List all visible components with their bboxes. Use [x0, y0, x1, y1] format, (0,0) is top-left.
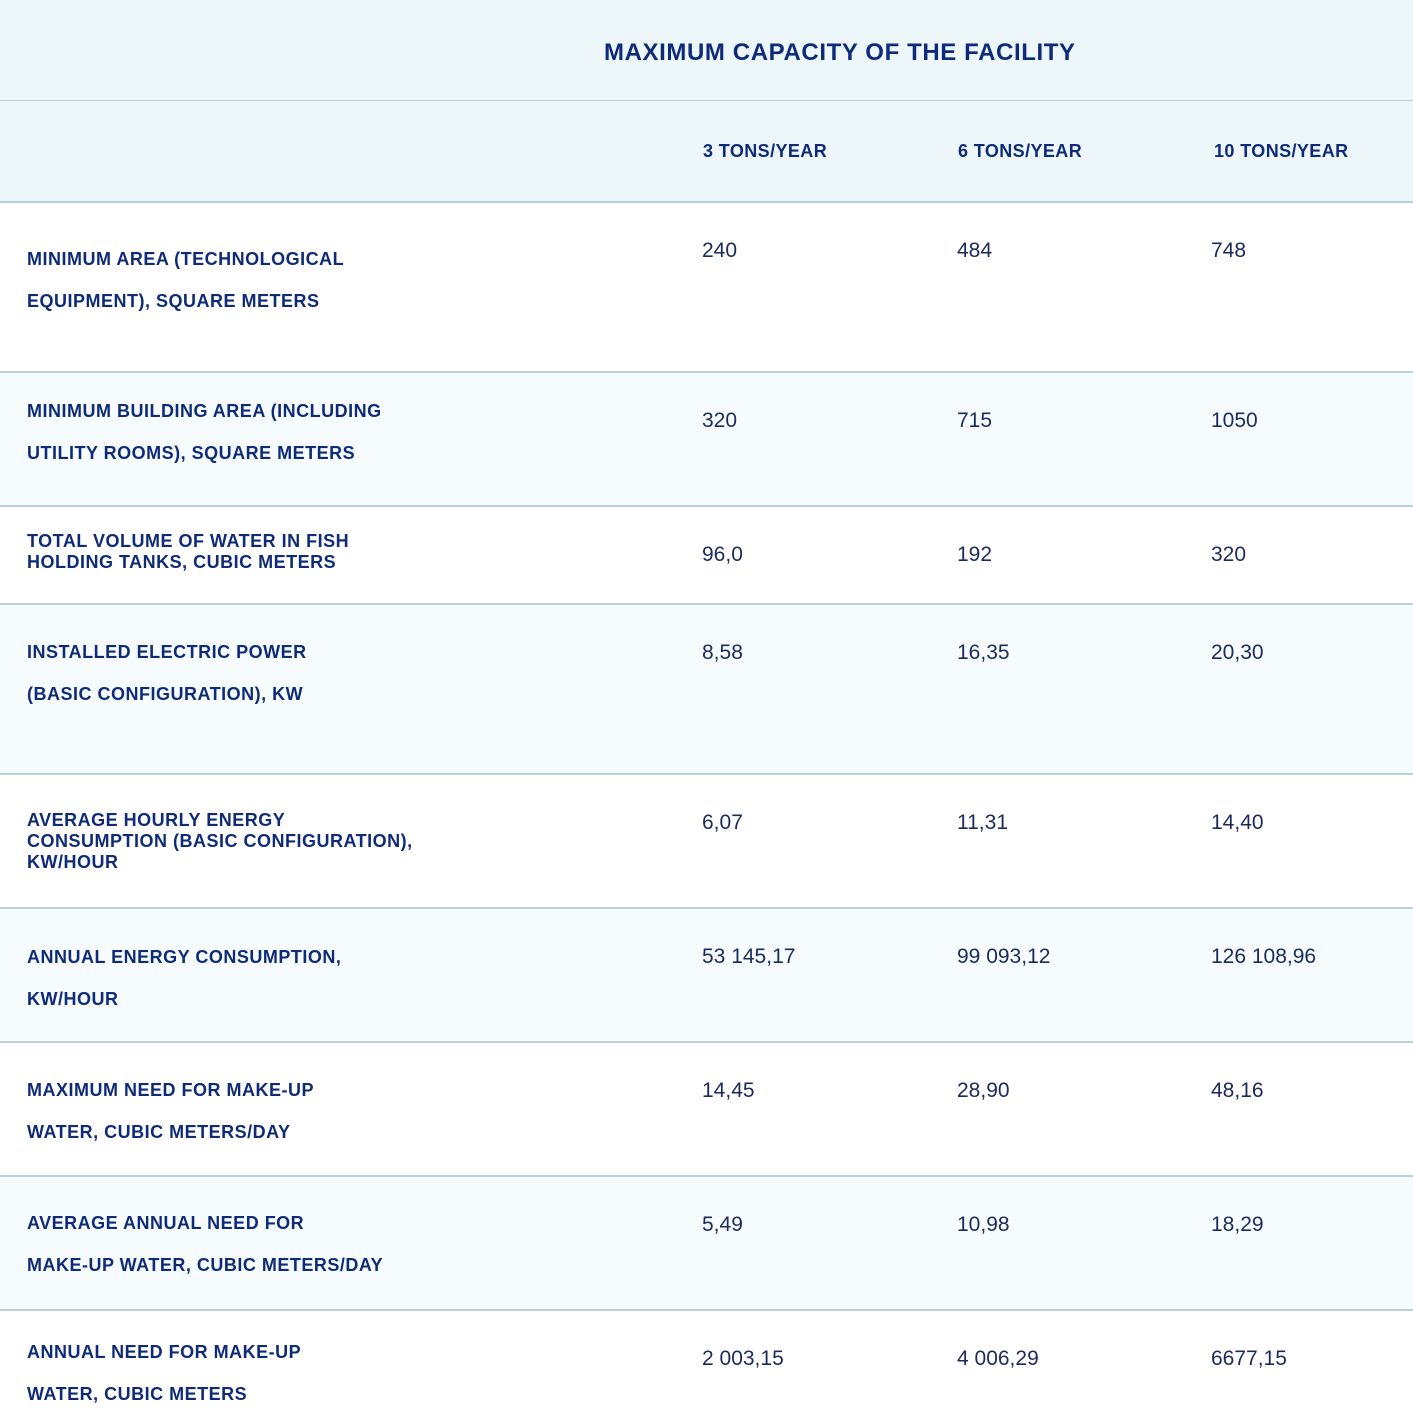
cell-value: 715: [957, 409, 993, 432]
row-label-line: INSTALLED ELECTRIC POWER: [27, 642, 307, 662]
row-label-average-annual-make-up-water: [27, 1202, 383, 1286]
column-header-10-tons: 10 TONS/YEAR: [1214, 141, 1349, 161]
cell-value: 4 006,29: [957, 1347, 1039, 1370]
row-label-line: MAKE-UP WATER, CUBIC METERS/DAY: [27, 1255, 384, 1275]
cell-value: 484: [957, 239, 993, 262]
row-label-annual-energy-consumption: [27, 936, 341, 1020]
cell-value: 99 093,12: [957, 945, 1051, 968]
column-header-3-tons: 3 TONS/YEAR: [703, 141, 828, 161]
cell-value: 6,07: [702, 811, 743, 834]
row-label-line: TOTAL VOLUME OF WATER IN FISH: [27, 531, 350, 551]
row-label-line: MAXIMUM NEED FOR MAKE-UP: [27, 1080, 314, 1100]
table-title: MAXIMUM CAPACITY OF THE FACILITY: [604, 39, 1076, 66]
row-label-line: KW/HOUR: [27, 852, 119, 872]
row-label-line: EQUIPMENT), SQUARE METERS: [27, 291, 320, 311]
cell-value: 20,30: [1211, 641, 1264, 664]
column-header-6-tons: 6 TONS/YEAR: [958, 141, 1083, 161]
cell-value: 240: [702, 239, 738, 262]
cell-value: 1050: [1211, 409, 1258, 432]
row-label-line: MINIMUM BUILDING AREA (INCLUDING: [27, 401, 382, 421]
cell-value: 320: [702, 409, 738, 432]
cell-value: 48,16: [1211, 1079, 1264, 1102]
cell-value: 8,58: [702, 641, 743, 664]
row-label-line: WATER, CUBIC METERS/DAY: [27, 1122, 291, 1142]
cell-value: 126 108,96: [1211, 945, 1317, 968]
row-label-total-water-volume: [27, 531, 349, 573]
cell-value: 11,31: [957, 811, 1008, 834]
row-label-line: ANNUAL ENERGY CONSUMPTION,: [27, 947, 342, 967]
cell-value: 2 003,15: [702, 1347, 784, 1370]
row-label-annual-make-up-water: [27, 1331, 301, 1415]
cell-value: 28,90: [957, 1079, 1010, 1102]
cell-value: 748: [1211, 239, 1247, 262]
cell-value: 96,0: [702, 543, 743, 566]
row-label-minimum-building-area: [27, 390, 382, 474]
cell-value: 14,45: [702, 1079, 755, 1102]
cell-value: 18,29: [1211, 1213, 1264, 1236]
cell-value: 5,49: [702, 1213, 743, 1236]
row-label-minimum-area: [27, 238, 344, 322]
row-label-line: MINIMUM AREA (TECHNOLOGICAL: [27, 249, 345, 269]
row-label-line: WATER, CUBIC METERS: [27, 1384, 248, 1404]
row-label-line: AVERAGE ANNUAL NEED FOR: [27, 1213, 305, 1233]
cell-value: 6677,15: [1211, 1347, 1287, 1370]
row-label-line: UTILITY ROOMS), SQUARE METERS: [27, 443, 356, 463]
row-label-line: CONSUMPTION (BASIC CONFIGURATION),: [27, 831, 413, 851]
cell-value: 192: [957, 543, 993, 566]
row-label-average-hourly-energy: [27, 810, 413, 873]
row-label-line: HOLDING TANKS, CUBIC METERS: [27, 552, 337, 572]
row-label-line: KW/HOUR: [27, 989, 119, 1009]
cell-value: 53 145,17: [702, 945, 796, 968]
row-label-line: ANNUAL NEED FOR MAKE-UP: [27, 1342, 302, 1362]
cell-value: 14,40: [1211, 811, 1264, 834]
cell-value: 10,98: [957, 1213, 1010, 1236]
row-label-maximum-make-up-water: [27, 1069, 314, 1153]
cell-value: 16,35: [957, 641, 1010, 664]
row-label-installed-electric-power: [27, 631, 307, 715]
row-label-line: AVERAGE HOURLY ENERGY: [27, 810, 286, 830]
cell-value: 320: [1211, 543, 1247, 566]
row-label-line: (BASIC CONFIGURATION), KW: [27, 684, 304, 704]
